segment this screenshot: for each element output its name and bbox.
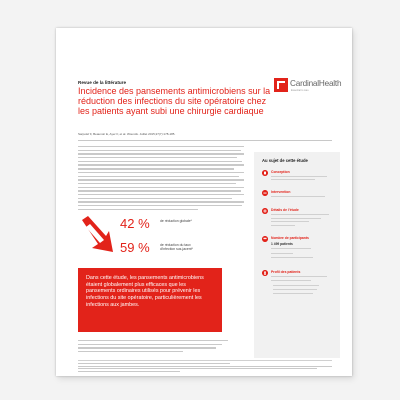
key-finding-callout	[78, 268, 222, 332]
sidebar-section-heading: Intervention	[271, 190, 291, 194]
result-label: de réduction du taux d'infection sus-jacent*	[160, 243, 193, 252]
people-icon	[262, 236, 268, 242]
decline-arrow-icon	[80, 216, 114, 254]
result-value: 59 %	[120, 240, 150, 255]
contact-paragraph	[78, 340, 228, 354]
hospital-icon	[262, 208, 268, 214]
body-paragraph	[78, 146, 244, 212]
document-title: Incidence des pansements antimicrobiens sur la réduction des infections du site opératoire chez les patients ayant subi une chirurgie cardiaque	[78, 86, 271, 117]
study-summary-sidebar	[254, 152, 340, 358]
document-kicker: Revue de la littérature	[78, 80, 126, 85]
result-value: 42 %	[120, 216, 150, 231]
brand-logo	[274, 76, 344, 98]
footer-divider	[78, 360, 332, 361]
result-label: de réduction globale*	[160, 219, 192, 223]
brand-tagline: Essential to care	[291, 89, 309, 92]
key-finding-text: Dans cette étude, les pansements antimicrobiens étaient globalement plus efficaces que les pansements ordinaires utilisés pour prévenir les infections du site opératoire, particulièrement les infections aux jambes.	[86, 275, 204, 308]
doc-icon	[262, 170, 268, 176]
footnotes	[78, 363, 332, 373]
header-divider	[78, 140, 332, 141]
brand-name: CardinalHealth	[290, 79, 342, 88]
sidebar-section-heading: Conception	[271, 170, 290, 174]
sidebar-title: Au sujet de cette étude	[262, 158, 308, 163]
sidebar-section-heading: Nombre de participants	[271, 236, 309, 240]
person-icon	[262, 270, 268, 276]
document-citation: Sarpolef F, Beaunoir E, Ayer F, et al. Wounds. Juillet 2015;27(7):178-185.	[78, 132, 176, 136]
syringe-icon	[262, 190, 268, 196]
participants-count: 1 499 patients	[271, 242, 293, 246]
sidebar-section-heading: Détails de l'étude	[271, 208, 299, 212]
document-content	[56, 28, 352, 376]
sidebar-section-heading: Profil des patients	[271, 270, 301, 274]
